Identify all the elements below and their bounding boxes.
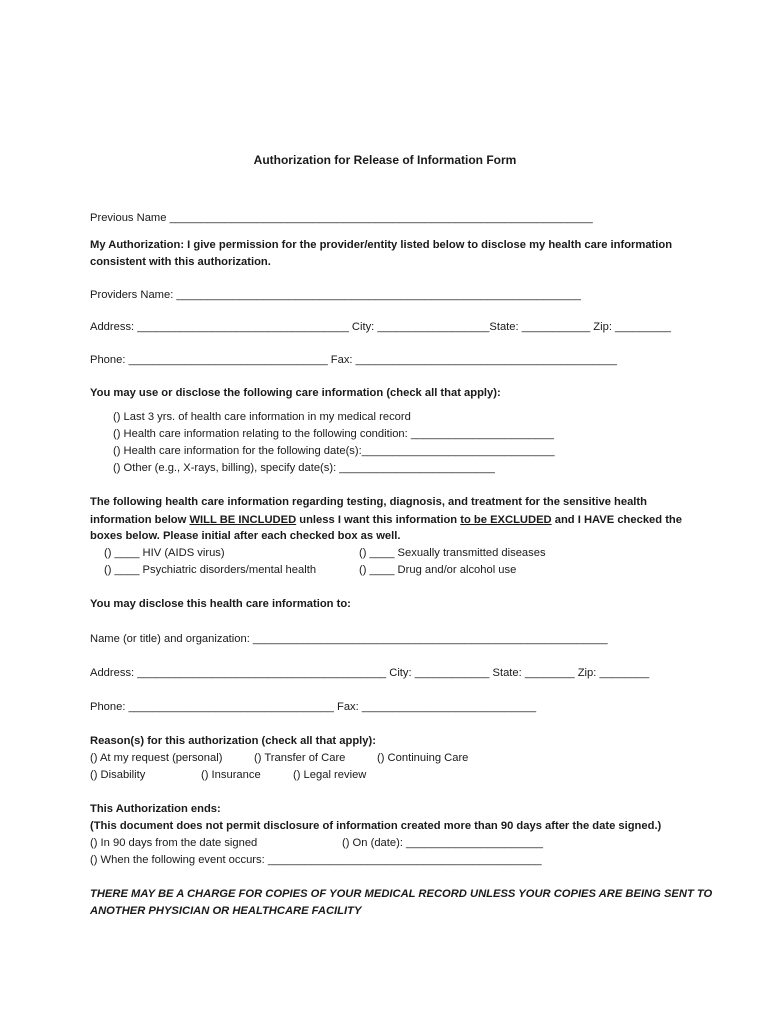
charge-notice-line-1: THERE MAY BE A CHARGE FOR COPIES OF YOUR MEDICAL RECORD UNLESS YOUR COPIES ARE BEING SENT TO [90,888,713,900]
sensitive-text-e: and I HAVE checked the [551,514,682,526]
ends-option-90-days[interactable]: () In 90 days from the date signed [90,837,258,849]
sensitive-info-line-2 [90,513,682,527]
sensitive-text-c: unless I want this information [296,514,461,526]
sensitive-option-drug-alcohol[interactable]: () ____ Drug and/or alcohol use [359,564,517,576]
sensitive-info-line-1: The following health care information regarding testing, diagnosis, and treatment for the sensitive health [90,496,647,508]
reason-continuing-care[interactable]: () Continuing Care [377,752,469,764]
disclose-to-heading: You may disclose this health care information to: [90,598,351,610]
recipient-phone-fax-field[interactable]: Phone: _________________________________ Fax: ____________________________ [90,701,537,713]
will-be-included-text: WILL BE INCLUDED [189,514,297,526]
reason-transfer-of-care[interactable]: () Transfer of Care [254,752,346,764]
reasons-heading: Reason(s) for this authorization (check all that apply): [90,735,376,747]
care-option-last-3-years[interactable]: () Last 3 yrs. of health care information in my medical record [113,411,411,423]
ends-heading: This Authorization ends: [90,803,221,815]
sensitive-text-a: information below [90,514,190,526]
sensitive-option-hiv[interactable]: () ____ HIV (AIDS virus) [104,547,225,559]
recipient-address-field[interactable]: Address: ________________________________________ City: ____________ State: ________ Zip: ________ [90,667,650,679]
reason-legal-review[interactable]: () Legal review [293,769,367,781]
reason-insurance[interactable]: () Insurance [201,769,261,781]
recipient-name-field[interactable]: Name (or title) and organization: _________________________________________________________ [90,633,608,645]
reason-disability[interactable]: () Disability [90,769,146,781]
authorization-statement-line-1: My Authorization: I give permission for the provider/entity listed below to disclose my health care information [90,239,673,251]
provider-address-field[interactable]: Address: __________________________________ City: __________________State: ___________ Zip: _________ [90,321,672,333]
ends-option-event[interactable]: () When the following event occurs: ____________________________________________ [90,854,542,866]
previous-name-field[interactable]: Previous Name ____________________________________________________________________ [90,212,593,224]
sensitive-option-std[interactable]: () ____ Sexually transmitted diseases [359,547,546,559]
care-option-other[interactable]: () Other (e.g., X-rays, billing), specify date(s): _________________________ [113,462,495,474]
providers-name-field[interactable]: Providers Name: _________________________________________________________________ [90,289,581,301]
ends-option-on-date[interactable]: () On (date): ______________________ [342,837,543,849]
reason-personal[interactable]: () At my request (personal) [90,752,223,764]
charge-notice-line-2: ANOTHER PHYSICIAN OR HEALTHCARE FACILITY [90,905,362,917]
authorization-statement-line-2: consistent with this authorization. [90,256,271,268]
care-info-heading: You may use or disclose the following care information (check all that apply): [90,387,501,399]
care-option-condition[interactable]: () Health care information relating to the following condition: _______________________ [113,428,554,440]
form-title: Authorization for Release of Information Form [253,153,517,167]
provider-phone-fax-field[interactable]: Phone: ________________________________ Fax: __________________________________________ [90,354,617,366]
care-option-dates[interactable]: () Health care information for the following date(s):_______________________________ [113,445,555,457]
sensitive-info-line-3: boxes below. Please initial after each checked box as well. [90,530,401,542]
to-be-excluded-text: to be EXCLUDED [460,514,552,526]
sensitive-option-psychiatric[interactable]: () ____ Psychiatric disorders/mental health [104,564,317,576]
ends-note: (This document does not permit disclosure of information created more than 90 days after the date signed.) [90,820,662,832]
